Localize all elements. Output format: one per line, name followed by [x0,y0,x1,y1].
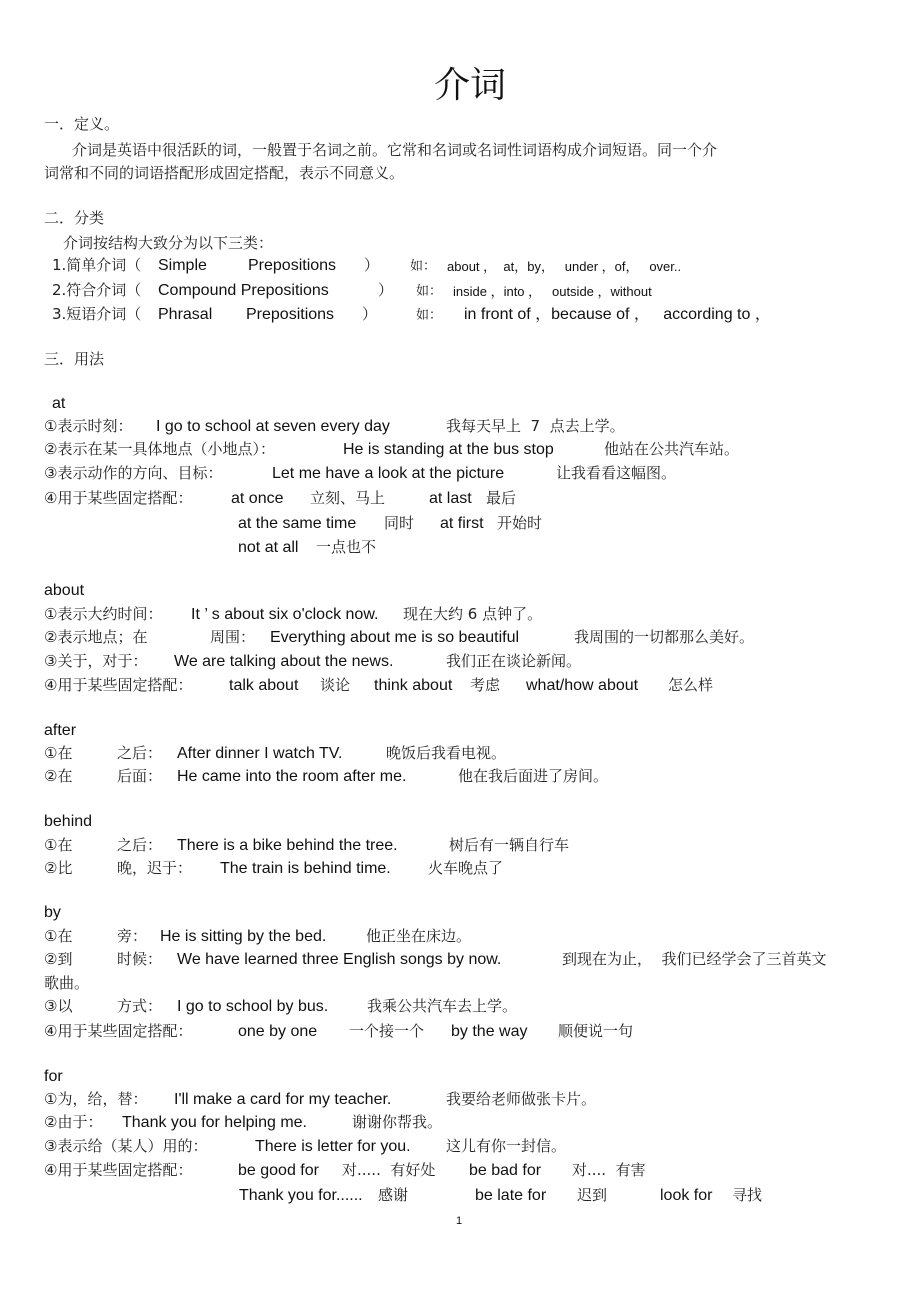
entry-heading-by: by [44,904,61,921]
translation: 树后有一辆自行车 [449,836,570,854]
usage-label: ①为，给，替： [44,1090,148,1108]
translation: 我周围的一切都那么美好。 [574,628,755,646]
definition-line-2: 词常和不同的词语搭配形成固定搭配，表示不同意义。 [44,164,405,182]
usage-label: 之后： [117,836,163,854]
usage-label: ④用于某些固定搭配： [44,489,193,507]
phrase: talk about [229,677,299,694]
phrase: be good for [238,1162,319,1179]
example-sentence: There is letter for you. [255,1138,411,1155]
row-term: Compound Prepositions [158,282,329,299]
example-sentence: It ’ s about six o'clock now. [191,606,379,623]
translation: 现在大约 6 点钟了。 [403,605,543,623]
example-sentence: Everything about me is so beautiful [270,629,520,646]
section-heading-usage: 三．用法 [44,350,105,368]
phrase-meaning: 顺便说一句 [558,1022,634,1040]
translation: 让我看看这幅图。 [556,464,677,482]
page-title: 介词 [434,65,507,106]
usage-label: ④用于某些固定搭配： [44,676,193,694]
translation: 晚饭后我看电视。 [386,744,507,762]
section-heading-classification: 二．分类 [44,209,105,227]
phrase-meaning: 怎么样 [668,676,714,694]
phrase-meaning: 寻找 [732,1186,763,1204]
entry-heading-for: for [44,1068,63,1085]
translation: 这儿有你一封信。 [446,1137,567,1155]
phrase: Thank you for...... [239,1187,363,1204]
translation: 他在我后面进了房间。 [458,767,609,785]
usage-label: ①表示大约时间： [44,605,163,623]
classification-intro: 介词按结构大致分为以下三类： [63,234,274,252]
row-examples: in front of ，because of ， according to ， [464,306,771,323]
row-bracket: ） [378,281,394,299]
usage-label: 时候： [117,950,163,968]
phrase: one by one [238,1023,318,1040]
phrase: at first [440,515,484,532]
usage-label: ①在 [44,836,73,854]
example-sentence: After dinner I watch TV. [177,745,343,762]
example-sentence: He is standing at the bus stop [343,441,554,458]
row-example-label: 如： [416,284,443,299]
phrase-meaning: 最后 [486,489,517,507]
phrase: at once [231,490,284,507]
example-sentence: He came into the room after me. [177,768,407,785]
translation: 他正坐在床边。 [366,927,472,945]
phrase: by the way [451,1023,528,1040]
phrase-meaning: 一个接一个 [349,1022,425,1040]
row-example-label: 如： [416,308,443,323]
usage-label: ②在 [44,767,73,785]
usage-label: ③表示动作的方向、目标： [44,464,223,482]
row-label: 3.短语介词（ [52,305,142,323]
phrase-meaning: 立刻、马上 [310,489,386,507]
usage-label: 旁： [117,927,148,945]
usage-label: 周围： [210,628,256,646]
entry-heading-at: at [52,395,66,412]
phrase-meaning: 一点也不 [316,538,377,556]
phrase-meaning: 开始时 [497,514,543,532]
usage-label: 后面： [117,767,163,785]
example-sentence: We have learned three English songs by now. [177,951,502,968]
usage-label: ④用于某些固定搭配： [44,1161,193,1179]
entry-heading-after: after [44,722,77,739]
example-sentence: I'll make a card for my teacher. [174,1091,392,1108]
example-sentence: We are talking about the news. [174,653,394,670]
phrase: what/how about [526,677,639,694]
row-term: Prepositions [246,306,335,323]
usage-label: 晚，迟于： [117,859,193,877]
example-sentence: There is a bike behind the tree. [177,837,398,854]
usage-label: ②表示地点；在 [44,628,148,646]
phrase-meaning: 考虑 [470,676,501,694]
example-sentence: I go to school at seven every day [156,418,390,435]
translation: 他站在公共汽车站。 [604,440,740,458]
entry-heading-about: about [44,582,85,599]
phrase: think about [374,677,453,694]
phrase: look for [660,1187,713,1204]
row-term: Phrasal [158,306,213,323]
usage-label: ②比 [44,859,73,877]
example-sentence: Thank you for helping me. [122,1114,307,1131]
translation: 到现在为止， 我们已经学会了三首英文 [562,950,827,968]
phrase-meaning: 同时 [384,514,415,532]
usage-label: ③关于，对于： [44,652,148,670]
definition-line-1: 介词是英语中很活跃的词，一般置于名词之前。它常和名词或名词性词语构成介词短语。同一个介 [72,141,718,159]
page-number: 1 [456,1215,463,1227]
row-term: Prepositions [248,257,337,274]
phrase: at last [429,490,472,507]
translation: 火车晚点了 [428,859,504,877]
phrase-meaning: 谈论 [320,676,351,694]
translation: 我们正在谈论新闻。 [446,652,582,670]
row-examples: inside ，into ， outside ，without [453,284,652,299]
row-label: 1.简单介词（ [52,256,142,274]
translation: 歌曲。 [44,974,90,992]
phrase-meaning: 对.... 有害 [572,1161,646,1179]
usage-label: 之后： [117,744,163,762]
entry-heading-behind: behind [44,813,93,830]
phrase-meaning: 迟到 [577,1186,608,1204]
phrase: at the same time [238,515,357,532]
translation: 我乘公共汽车去上学。 [367,997,518,1015]
phrase-meaning: 对..... 有好处 [342,1161,436,1179]
usage-label: ②表示在某一具体地点（小地点）： [44,440,275,458]
phrase-meaning: 感谢 [378,1186,409,1204]
row-term: Simple [158,257,207,274]
example-sentence: Let me have a look at the picture [272,465,505,482]
section-heading-definition: 一．定义。 [44,115,120,133]
translation: 我每天早上 7 点去上学。 [446,417,625,435]
phrase: not at all [238,539,299,556]
usage-label: ③以 [44,997,73,1015]
row-example-label: 如： [410,259,437,274]
usage-label: ②到 [44,950,73,968]
usage-label: ①表示时刻： [44,417,133,435]
example-sentence: He is sitting by the bed. [160,928,327,945]
phrase: be late for [475,1187,547,1204]
row-bracket: ） [364,256,380,274]
usage-label: ①在 [44,744,73,762]
translation: 谢谢你帮我。 [352,1113,443,1131]
phrase: be bad for [469,1162,542,1179]
example-sentence: I go to school by bus. [177,998,329,1015]
example-sentence: The train is behind time. [220,860,391,877]
usage-label: 方式： [117,997,163,1015]
usage-label: ④用于某些固定搭配： [44,1022,193,1040]
usage-label: ①在 [44,927,73,945]
row-bracket: ） [362,305,378,323]
row-examples: about ， at，by， under ，of， over.. [447,259,682,274]
row-label: 2.符合介词（ [52,281,142,299]
usage-label: ③表示给（某人）用的： [44,1137,208,1155]
usage-label: ②由于： [44,1113,103,1131]
translation: 我要给老师做张卡片。 [446,1090,597,1108]
